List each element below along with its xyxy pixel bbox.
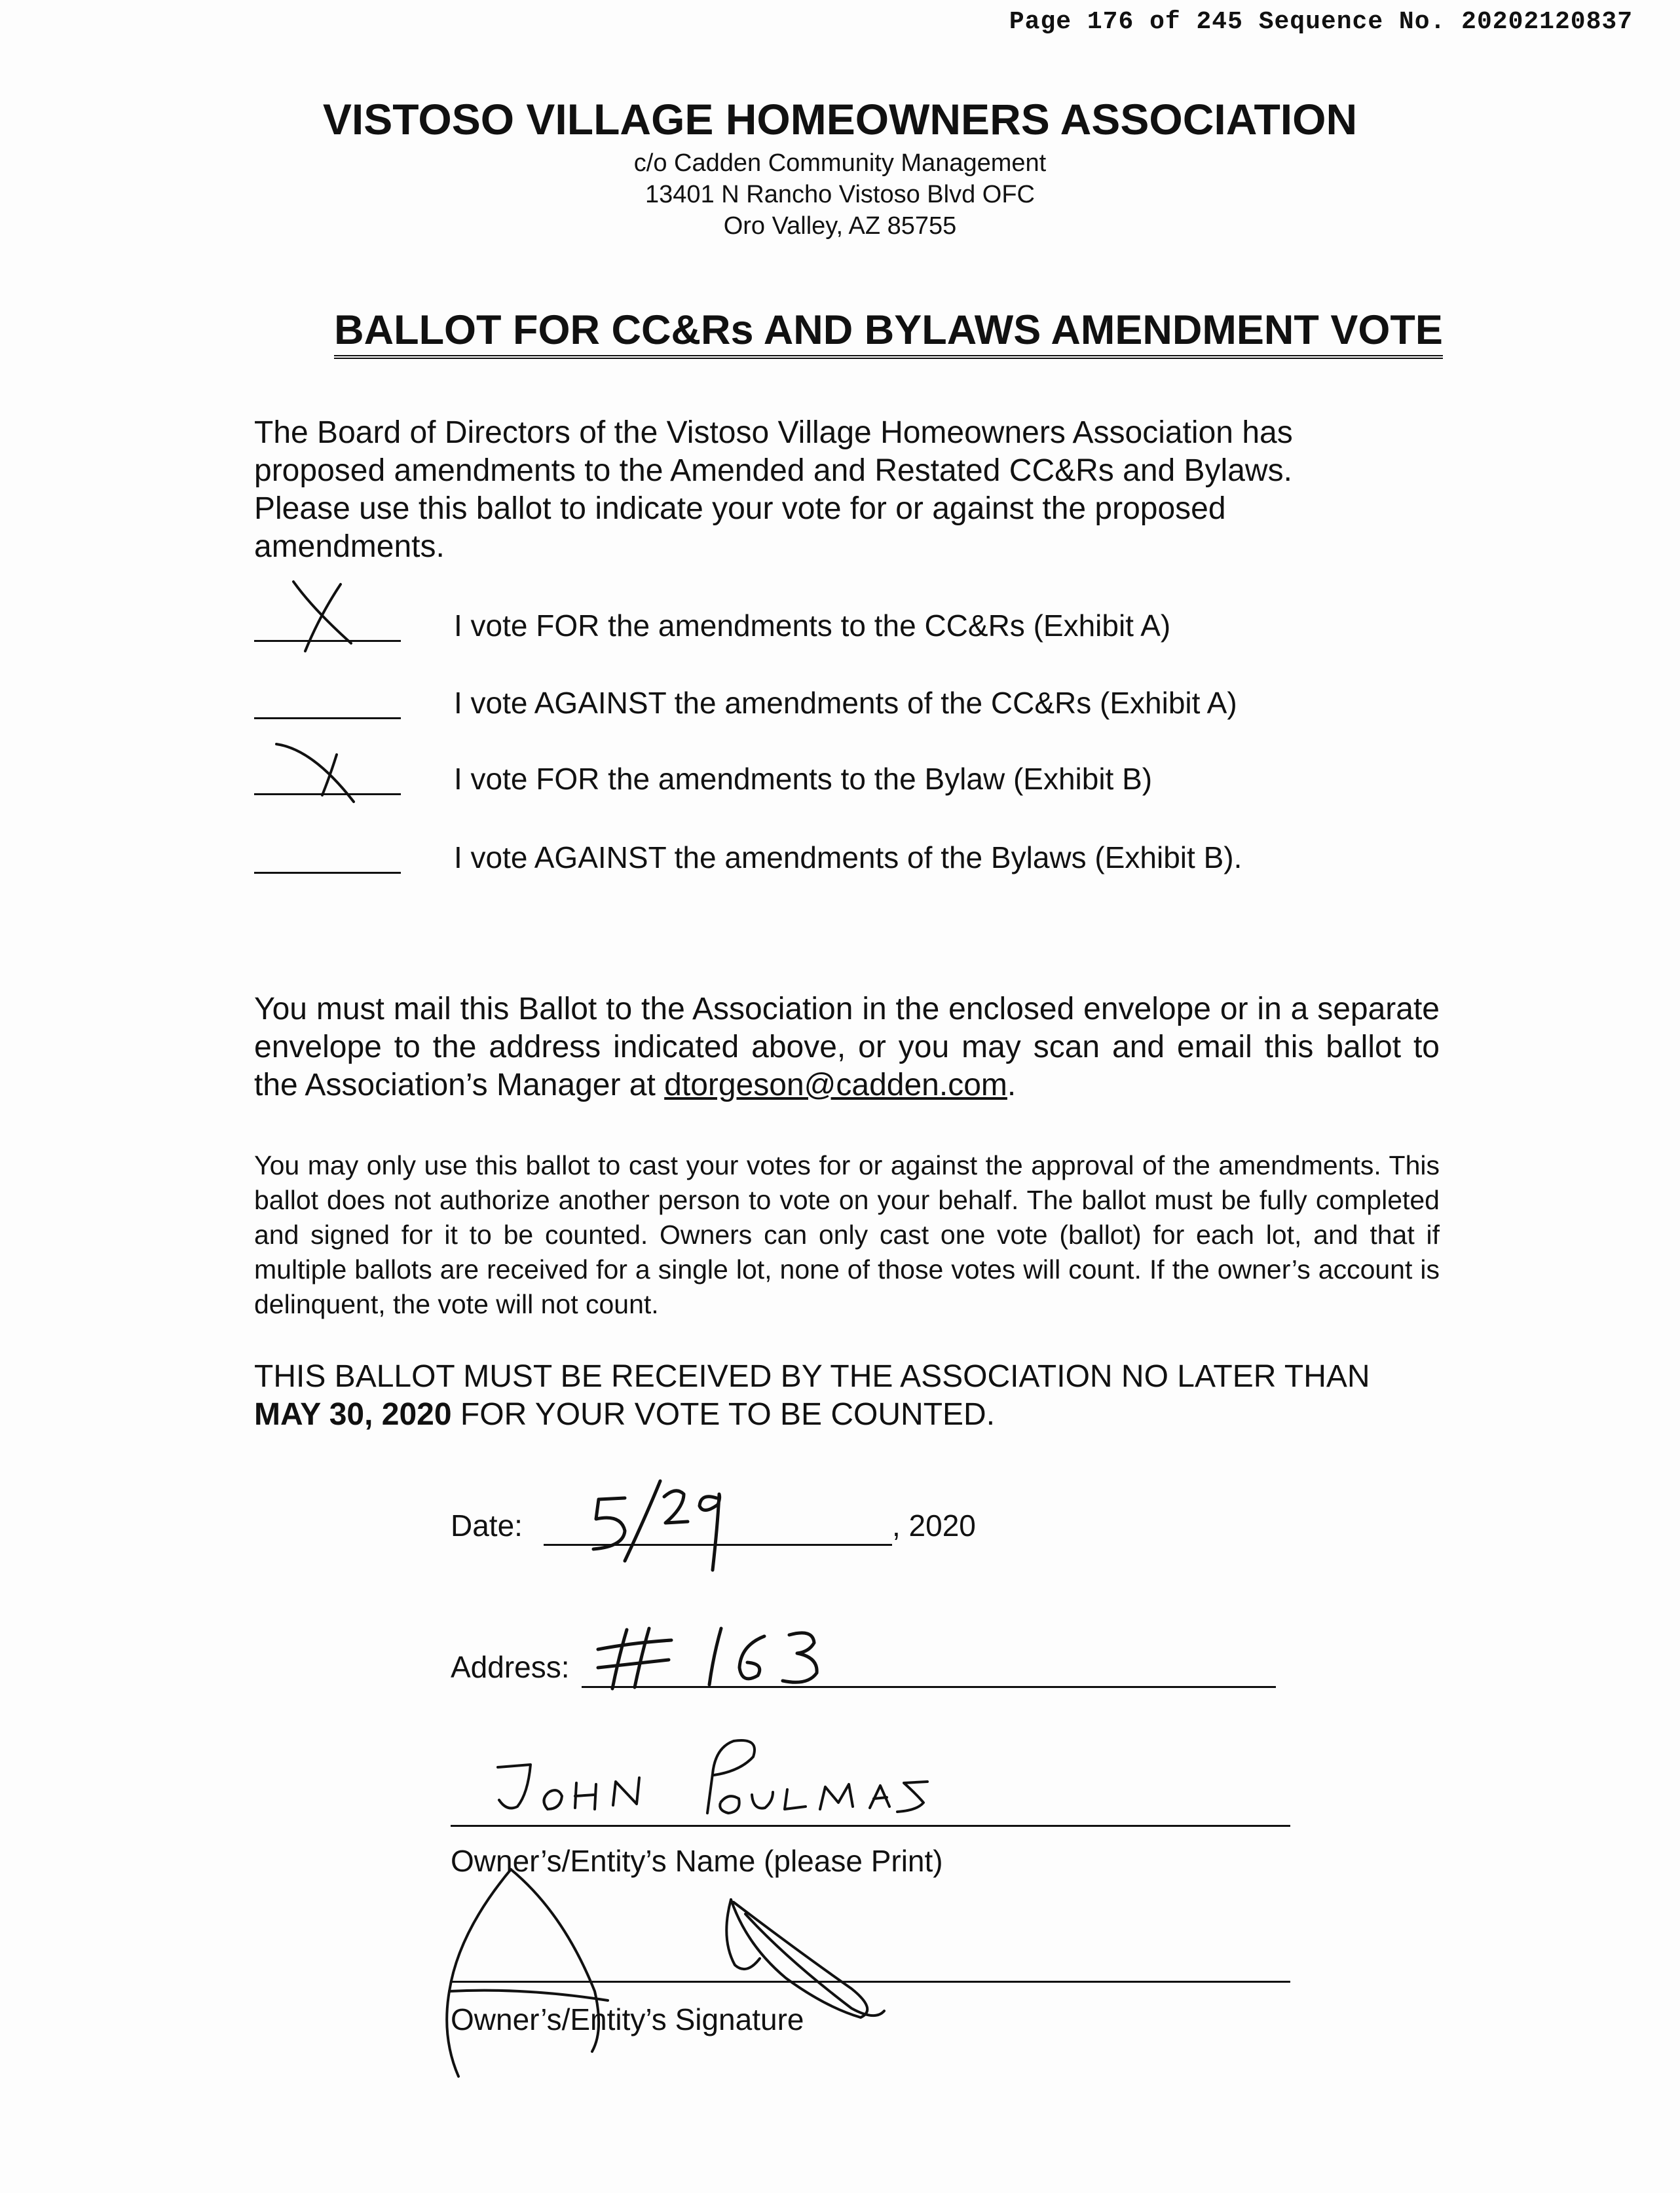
handwritten-signature	[432, 1860, 956, 2083]
owner-name-label: Owner’s/Entity’s Name (please Print)	[451, 1844, 943, 1878]
association-name: VISTOSO VILLAGE HOMEOWNERS ASSOCIATION	[322, 95, 1358, 143]
mail-instructions-text: You must mail this Ballot to the Association in the enclosed envelope or in a separate envelope to the address indicated above, or you may scan and email this ballot to the Association’s Manager at	[254, 992, 1440, 1102]
deadline-rest: FOR YOUR VOTE TO BE COUNTED.	[451, 1397, 996, 1432]
vote-blank-line	[254, 717, 401, 719]
deadline-date: MAY 30, 2020	[254, 1397, 452, 1432]
intro-paragraph: The Board of Directors of the Vistoso Village Homeowners Association has proposed amendments to the Amended and Restated CC&Rs and Bylaws. Please use this ballot to indicate your vote for or against the proposed amendments.	[254, 415, 1293, 564]
street-address: 13401 N Rancho Vistoso Blvd OFC	[645, 181, 1035, 208]
x-mark-icon	[267, 570, 398, 655]
date-year-suffix: , 2020	[892, 1509, 976, 1543]
handwritten-owner-name	[485, 1721, 1022, 1833]
vote-option-label: I vote FOR the amendments to the CC&Rs (Exhibit A)	[454, 609, 1171, 643]
voting-rules: You may only use this ballot to cast your votes for or against the approval of the amendments. This ballot does not authorize another person to vote on your behalf. The ballot must be fully completed and signed for it to be counted. Owners can only cast one vote (ballot) for each lot, and that if multiple ballots are received for a single lot, none of those votes will count. If the owner’s account is delinquent, the vote will not count.	[254, 1150, 1440, 1319]
handwritten-date	[583, 1477, 753, 1575]
ballot-title: BALLOT FOR CC&Rs AND BYLAWS AMENDMENT VOTE	[334, 307, 1443, 359]
deadline-line-2	[254, 1396, 1472, 1434]
care-of-line: c/o Cadden Community Management	[633, 149, 1047, 177]
x-mark-icon	[267, 723, 398, 808]
vote-blank-line	[254, 872, 401, 874]
vote-option-label: I vote AGAINST the amendments of the CC&Rs (Exhibit A)	[454, 686, 1237, 720]
vote-option-cc-rs-against[interactable]	[254, 675, 1433, 727]
vote-option-label: I vote AGAINST the amendments of the Bylaws (Exhibit B).	[454, 840, 1242, 874]
handwritten-address	[593, 1617, 855, 1702]
vote-option-cc-rs-for[interactable]	[254, 597, 1433, 650]
deadline-line: THIS BALLOT MUST BE RECEIVED BY THE ASSOCIATION NO LATER THAN	[254, 1359, 1370, 1394]
address-label: Address:	[451, 1650, 570, 1684]
owner-name-field-line[interactable]	[451, 1825, 1290, 1827]
mail-instructions-end: .	[1007, 1068, 1017, 1102]
vote-option-label: I vote FOR the amendments to the Bylaw (Exhibit B)	[454, 762, 1153, 796]
vote-option-bylaws-against[interactable]	[254, 829, 1433, 882]
deadline-notice	[254, 1358, 1472, 1434]
vote-option-bylaws-for[interactable]	[254, 751, 1433, 803]
signature-label: Owner’s/Entity’s Signature	[451, 2002, 804, 2036]
page-sequence-stamp: Page 176 of 245 Sequence No. 20202120837	[1009, 8, 1633, 36]
manager-email-link[interactable]: dtorgeson@cadden.com	[664, 1068, 1007, 1102]
mail-instructions	[254, 990, 1440, 1104]
ballot-title-wrap	[0, 307, 1680, 359]
date-label: Date:	[451, 1509, 523, 1543]
city-state-zip: Oro Valley, AZ 85755	[723, 212, 957, 240]
